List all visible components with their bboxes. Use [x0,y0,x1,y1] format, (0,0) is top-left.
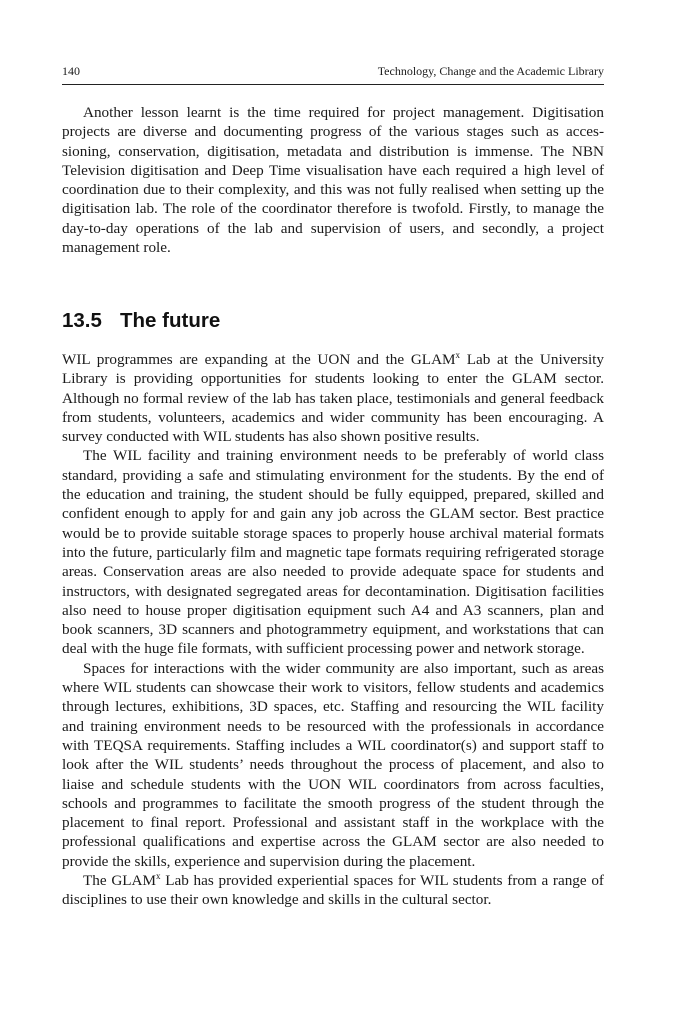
paragraph-1-start: WIL programmes are expanding at the UON and the [62,351,411,368]
intro-paragraph: Another lesson learnt is the time required for project management. Digitisation projects are diverse and documenting progress of the various stages such as accessioning, conservation, digitisation, metadata and distribution is immense. The NBN Television digitisation and Deep Time visualisation have each required a high level of coordination due to their complexity, and this was not fully realised when setting up the digitisation lab. The role of the coordinator therefore is twofold. Firstly, to manage the day-to-day operations of the lab and supervision of users, and secondly, a project management role. [62,104,604,257]
paragraph-4 [62,871,604,910]
running-title: Technology, Change and the Academic Library [377,64,604,78]
page-number: 140 [62,64,80,78]
header-rule [62,84,604,85]
paragraph-1 [62,350,604,446]
paragraph-1-rest: Lab at the University Library is providing opportunities for students looking to enter the GLAM sector. Although no formal review of the lab has taken place, testimonials and general feedback from students, volunteers, academics and wider community has been encouraging. A survey conducted with WIL students has also shown positive results. [62,351,604,446]
section-body [62,350,604,910]
paragraph-3: Spaces for interactions with the wider community are also important, such as areas where WIL students can showcase their work to visitors, fellow students and academics through lectures, exhibitions, 3D spaces, etc. Staffing and resourcing the WIL facility and training environment needs to be resourced with the professionals in accordance with TEQSA requirements. Staffing includes a WIL coordinator(s) and support staff to look after the WIL students’ needs throughout the process of placement, and also to liaise and schedule students with the UON WIL coordinators from across faculties, schools and programmes to facilitate the smooth progress of the student through the placement to final report. Professional and assistant staff in the workplace with the professional qualifications and expertise across the GLAM sector are also needed to provide the skills, experience and supervision during the placement. [62,659,604,870]
section-number: 13.5 [62,309,102,332]
paragraph-4-rest: Lab has provided experiential spaces for WIL students from a range of disciplines to use their own knowledge and skills in the cultural sector. [62,872,604,909]
section-heading [62,308,604,334]
section-title: The future [120,309,221,332]
paragraph-4-start: The [83,872,112,890]
glam-mark: GLAM$^x$ [111,871,161,890]
glam-mark: GLAM$^x$ [410,350,461,368]
intro-text-block [62,103,604,257]
paragraph-2: The WIL facility and training environment needs to be preferably of world class standard, providing a safe and stimulating environment for the students. By the end of the education and training, the student should be fully equipped, prepared, skilled and confident enough to apply for and gain any job across the GLAM sector. Best practice would be to provide suitable storage spaces to properly house archival material formats into the future, particularly film and magnetic tape formats requiring refrigerated storage areas. Conservation areas are also needed to provide adequate space for students and instructors, with designated segregated areas for decontamination. Digitisation facilities also need to house proper digitisation equipment such A4 and A3 scanners, plan and book scanners, 3D scanners and photogrammetry equipment, and workstations that can deal with the huge file formats, with sufficient processing power and network storage. [62,447,604,658]
